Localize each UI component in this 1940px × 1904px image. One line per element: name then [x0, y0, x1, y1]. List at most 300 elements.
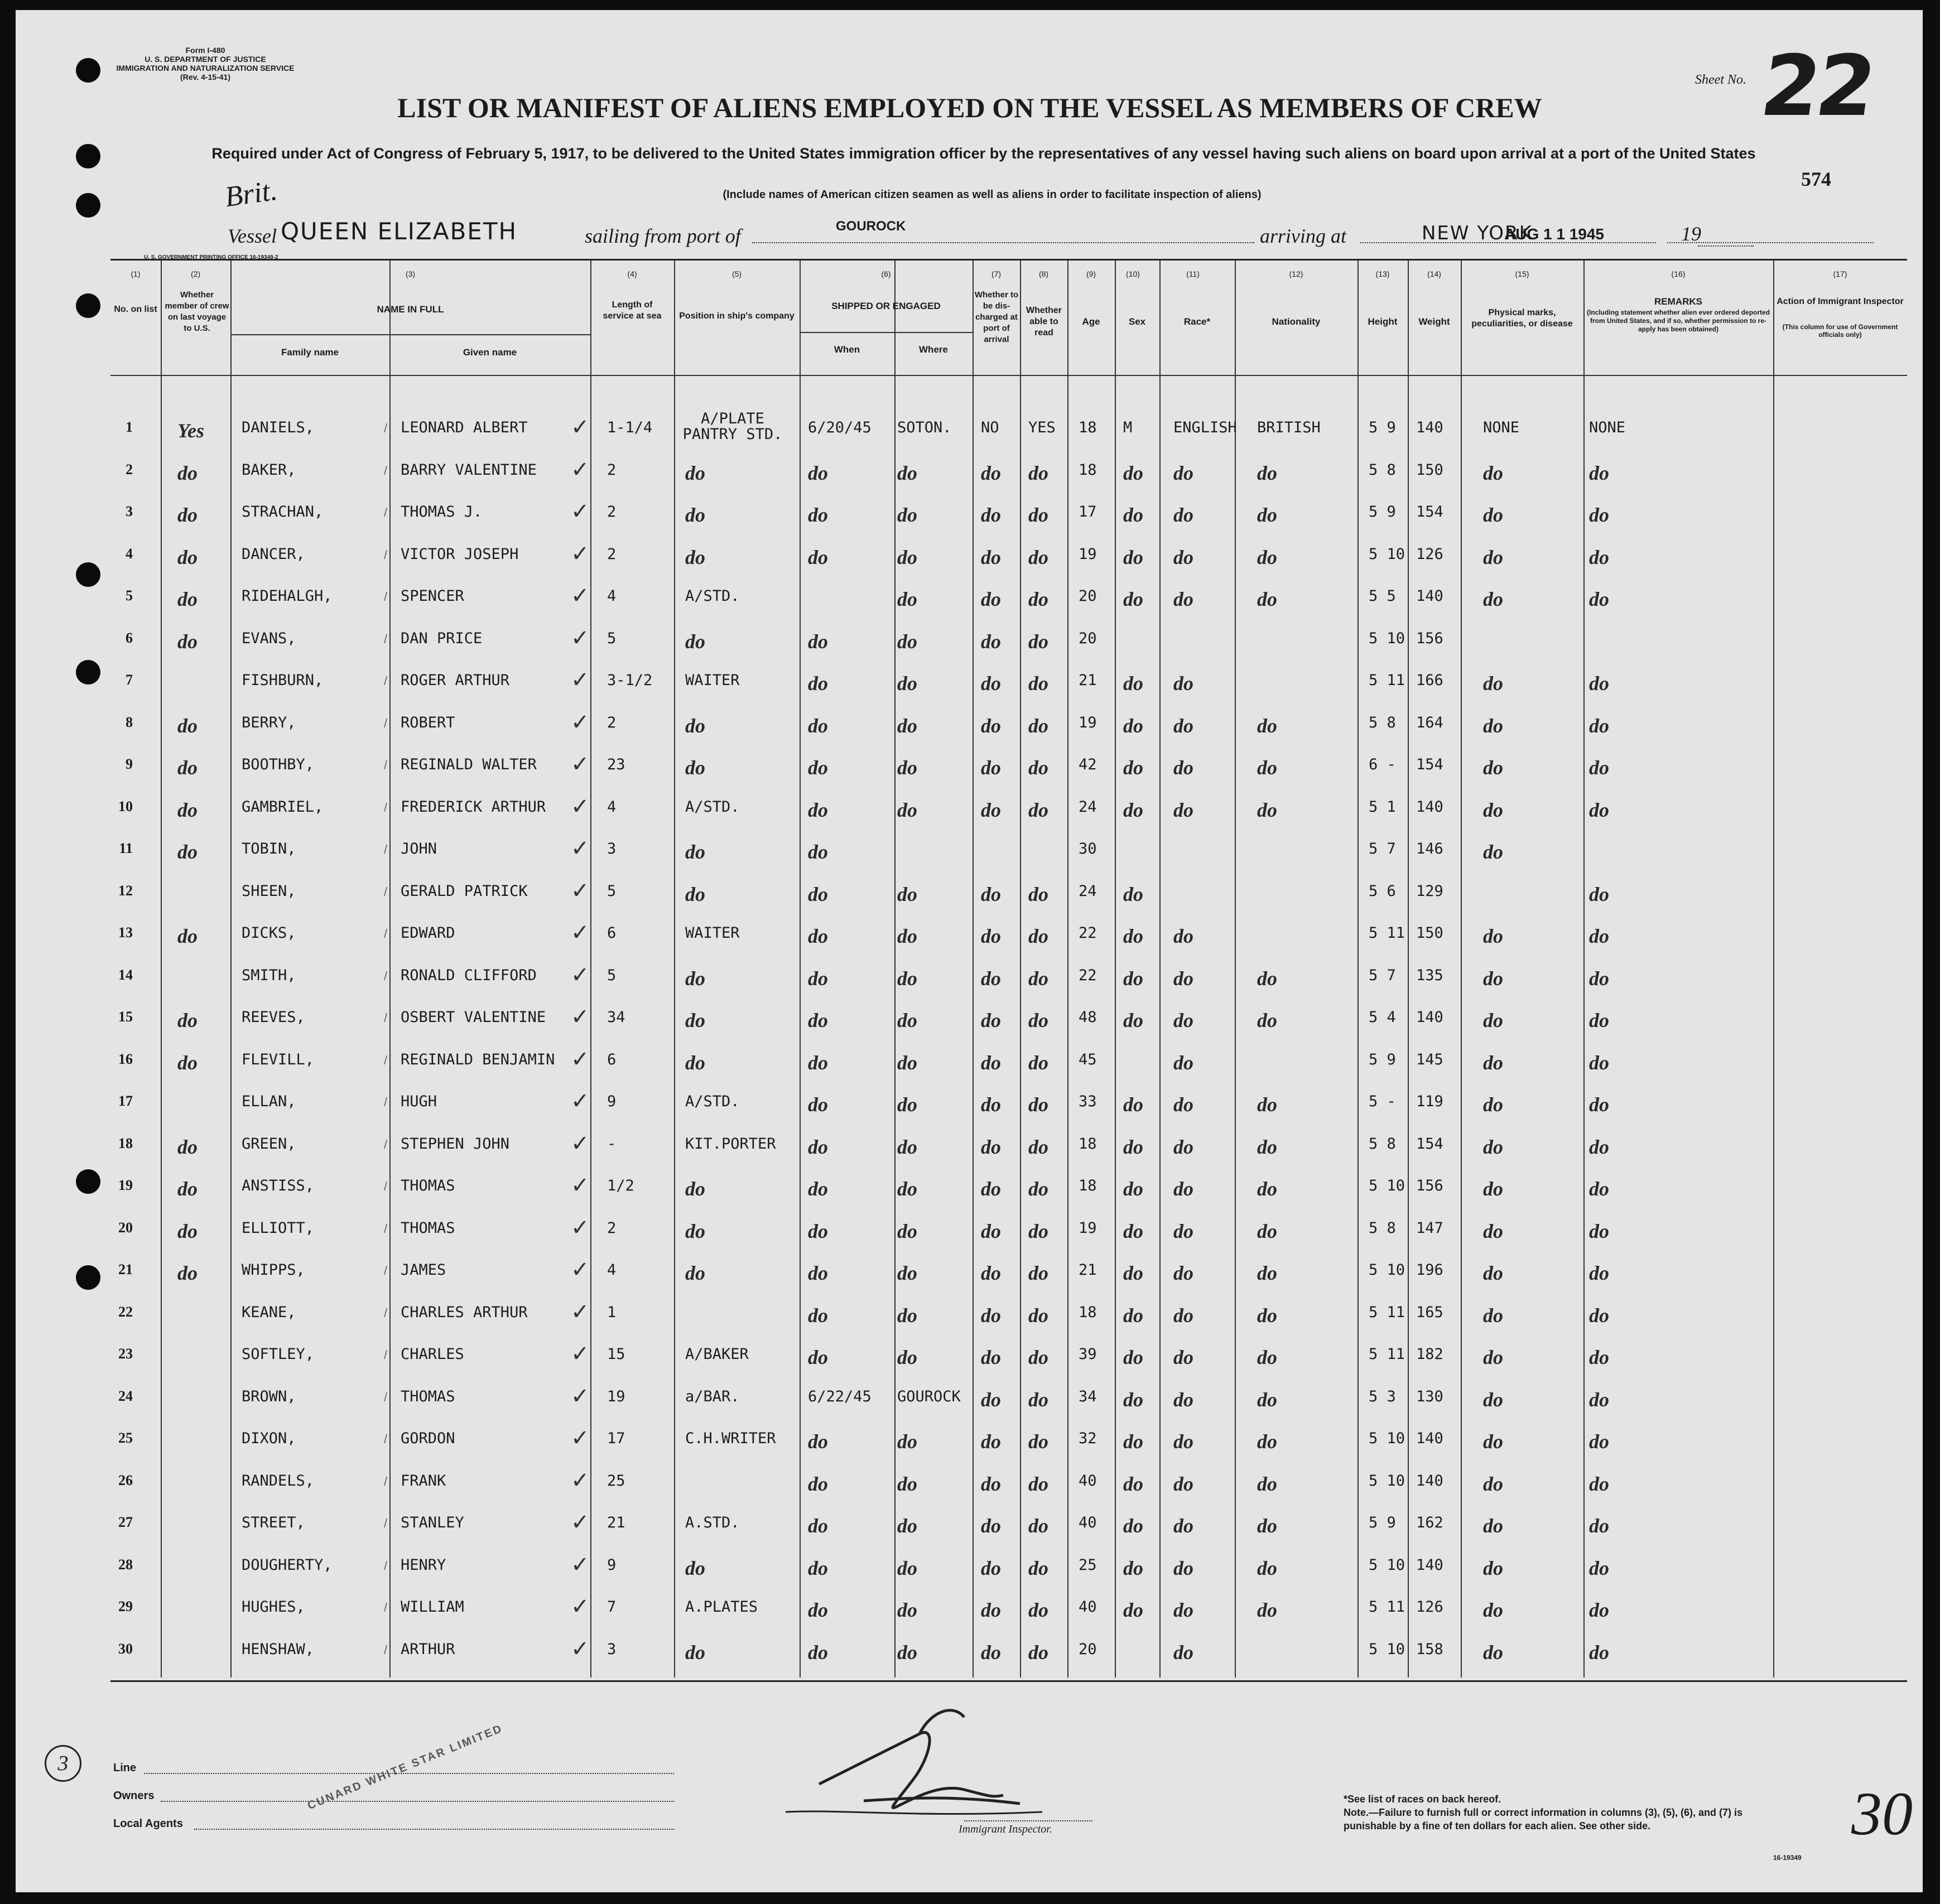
read-cell: do [1028, 588, 1048, 610]
sailing-label: sailing from port of [585, 225, 741, 247]
position-cell: do [685, 967, 705, 990]
column-rule [894, 261, 896, 1678]
read-cell: do [1028, 1051, 1048, 1074]
position-cell: do [685, 630, 705, 653]
where-cell: do [897, 967, 917, 990]
when-cell: do [808, 756, 828, 779]
binder-hole [76, 562, 100, 587]
weight-cell: 196 [1416, 1261, 1443, 1279]
height-cell: 5 11 [1369, 672, 1405, 689]
given-name-cell: CHARLES ARTHUR [401, 1303, 528, 1321]
where-cell: do [897, 546, 917, 568]
when-cell: do [808, 841, 828, 863]
sex-cell: do [1123, 798, 1143, 821]
position-cell: do [685, 461, 705, 484]
weight-cell: 166 [1416, 672, 1443, 689]
check-mark-icon: ✓ [571, 456, 590, 483]
row-number: 20 [118, 1219, 133, 1236]
read-cell: do [1028, 1135, 1048, 1158]
header-nationality: Nationality [1272, 316, 1321, 327]
height-cell: 5 11 [1369, 1303, 1405, 1321]
column-number: (13) [1375, 269, 1390, 278]
position-cell: do [685, 1641, 705, 1664]
vessel-name: QUEEN ELIZABETH [281, 218, 518, 245]
physical-cell: do [1483, 672, 1503, 695]
header-discharged: Whether to be dis- charged at port of arrival [974, 290, 1019, 344]
race-note: *See list of races on back hereof. [1344, 1794, 1501, 1805]
circled-number: 3 [45, 1745, 81, 1782]
height-cell: 5 10 [1369, 1430, 1405, 1447]
check-mark-icon: ✓ [571, 1173, 590, 1198]
row-number: 23 [118, 1346, 133, 1362]
row-number: 22 [118, 1303, 133, 1320]
length-cell: 34 [607, 1009, 625, 1026]
weight-cell: 150 [1416, 461, 1443, 479]
family-name-cell: FISHBURN, [242, 672, 324, 689]
race-cell: do [1173, 925, 1193, 947]
sex-cell: do [1123, 1219, 1143, 1242]
discharged-cell: do [981, 1346, 1001, 1368]
weight-cell: 140 [1416, 1009, 1443, 1026]
row-number: 16 [118, 1050, 133, 1067]
physical-cell: do [1483, 1009, 1503, 1031]
sex-cell: do [1123, 1009, 1143, 1031]
header-rule [110, 375, 1907, 376]
tick-mark: / [384, 1264, 388, 1278]
check-mark-icon: ✓ [571, 1341, 590, 1367]
length-cell: 4 [607, 798, 617, 816]
length-cell: 2 [607, 503, 617, 520]
remarks-cell: do [1589, 461, 1609, 484]
given-name-cell: GERALD PATRICK [401, 882, 528, 900]
tick-mark: / [384, 674, 388, 688]
when-cell: do [808, 1219, 828, 1242]
given-name-cell: REGINALD BENJAMIN [401, 1050, 555, 1068]
binder-hole [76, 144, 100, 168]
length-cell: 3-1/2 [607, 672, 653, 689]
discharged-cell: do [981, 1051, 1001, 1074]
given-name-cell: ARTHUR [401, 1640, 455, 1658]
remarks-cell: do [1589, 967, 1609, 990]
height-cell: 5 10 [1369, 1177, 1405, 1194]
when-cell: do [808, 504, 828, 526]
given-name-cell: WILLIAM [401, 1598, 464, 1616]
length-cell: 3 [607, 1640, 617, 1658]
read-cell: do [1028, 1515, 1048, 1537]
where-cell: do [897, 1346, 917, 1368]
given-name-cell: ROBERT [401, 714, 455, 731]
age-cell: 40 [1079, 1598, 1097, 1616]
length-cell: 2 [607, 714, 617, 731]
race-cell: do [1173, 967, 1193, 990]
footer-notes [1344, 1792, 1790, 1833]
tick-mark: / [384, 547, 388, 562]
physical-cell: NONE [1483, 419, 1520, 436]
row-number: 17 [118, 1093, 133, 1109]
family-name-cell: ELLIOTT, [242, 1219, 315, 1237]
remarks-cell: do [1589, 1093, 1609, 1116]
when-cell: 6/22/45 [808, 1387, 872, 1405]
check-mark-icon: ✓ [571, 625, 590, 651]
age-cell: 39 [1079, 1346, 1097, 1363]
discharged-cell: do [981, 1599, 1001, 1621]
race-cell: do [1173, 1346, 1193, 1368]
where-cell: do [897, 1556, 917, 1579]
prev-voyage-cell: do [177, 1219, 198, 1242]
header-shipped: SHIPPED OR ENGAGED [831, 301, 941, 311]
nationality-cell: do [1257, 798, 1277, 821]
nationality-cell: do [1257, 1262, 1277, 1284]
when-cell: do [808, 1135, 828, 1158]
column-rule [389, 261, 391, 1678]
row-number: 14 [118, 966, 133, 983]
column-number: (8) [1038, 269, 1049, 278]
row-number: 5 [126, 587, 133, 604]
check-mark-icon: ✓ [571, 1425, 590, 1451]
height-cell: 5 8 [1369, 461, 1396, 479]
family-name-cell: SOFTLEY, [242, 1346, 315, 1363]
height-cell: 5 9 [1369, 1514, 1396, 1531]
family-name-cell: TOBIN, [242, 840, 296, 857]
length-cell: 21 [607, 1514, 625, 1531]
race-cell: do [1173, 756, 1193, 779]
form-identifier [99, 46, 311, 81]
length-cell: 9 [607, 1556, 617, 1574]
prev-voyage-cell: do [177, 1009, 198, 1031]
column-number: (5) [731, 269, 742, 278]
header-remarks: REMARKS [1654, 296, 1702, 307]
when-cell: do [808, 546, 828, 568]
prev-voyage-cell: do [177, 461, 198, 484]
age-cell: 21 [1079, 1261, 1097, 1279]
header-given-name: Given name [463, 347, 517, 358]
include-note: (Include names of American citizen seamen as well as aliens in order to facilitate inspection of aliens) [723, 189, 1262, 201]
column-rule [590, 261, 591, 1678]
when-cell: do [808, 1346, 828, 1368]
nationality-cell: do [1257, 1178, 1277, 1200]
port-from: GOUROCK [836, 219, 906, 234]
agents-label: Local Agents [113, 1818, 183, 1830]
tick-mark: / [384, 1221, 388, 1236]
height-cell: 6 - [1369, 756, 1396, 773]
column-number: (14) [1427, 269, 1441, 278]
position-cell: do [685, 1178, 705, 1200]
race-cell: do [1173, 1641, 1193, 1664]
when-cell: do [808, 798, 828, 821]
where-cell: do [897, 1262, 917, 1284]
age-cell: 30 [1079, 840, 1097, 857]
family-name-cell: BAKER, [242, 461, 296, 479]
position-cell: do [685, 546, 705, 568]
tick-mark: / [384, 758, 388, 772]
position-cell: WAITER [685, 924, 740, 942]
binder-hole [76, 1265, 100, 1290]
discharged-cell: do [981, 1556, 1001, 1579]
binder-hole [76, 1169, 100, 1194]
remarks-cell: do [1589, 1515, 1609, 1537]
family-name-cell: DICKS, [242, 924, 296, 942]
read-cell: do [1028, 504, 1048, 526]
read-cell: do [1028, 714, 1048, 737]
sex-cell: M [1123, 419, 1133, 436]
where-cell: do [897, 798, 917, 821]
tick-mark: / [384, 716, 388, 730]
column-rule [1583, 261, 1585, 1678]
position-cell: do [685, 1556, 705, 1579]
height-cell: 5 6 [1369, 882, 1396, 900]
tick-mark: / [384, 1516, 388, 1530]
where-cell: do [897, 1135, 917, 1158]
row-number: 15 [118, 1009, 133, 1025]
discharged-cell: do [981, 1093, 1001, 1116]
row-number: 11 [119, 840, 133, 856]
height-cell: 5 8 [1369, 714, 1396, 731]
given-name-cell: HENRY [401, 1556, 446, 1574]
tick-mark: / [384, 1179, 388, 1193]
family-name-cell: HENSHAW, [242, 1640, 315, 1658]
weight-cell: 156 [1416, 629, 1443, 647]
height-cell: 5 8 [1369, 1219, 1396, 1237]
race-cell: do [1173, 1135, 1193, 1158]
when-cell: do [808, 1556, 828, 1579]
length-cell: 1 [607, 1303, 617, 1321]
weight-cell: 147 [1416, 1219, 1443, 1237]
nationality-cell: do [1257, 1472, 1277, 1495]
header-length-service: Length of service at sea [603, 300, 662, 321]
age-cell: 20 [1079, 587, 1097, 605]
weight-cell: 165 [1416, 1303, 1443, 1321]
race-cell: do [1173, 1009, 1193, 1031]
remarks-cell: do [1589, 1135, 1609, 1158]
given-name-cell: LEONARD ALBERT [401, 419, 528, 436]
vessel-label: Vessel [228, 225, 277, 247]
length-cell: 6 [607, 1050, 617, 1068]
remarks-cell: do [1589, 588, 1609, 610]
height-cell: 5 9 [1369, 1050, 1396, 1068]
height-cell: 5 1 [1369, 798, 1396, 816]
age-cell: 22 [1079, 966, 1097, 984]
height-cell: 5 7 [1369, 966, 1396, 984]
when-cell: do [808, 1178, 828, 1200]
prev-voyage-cell: do [177, 1051, 198, 1074]
age-cell: 24 [1079, 798, 1097, 816]
nationality-cell: do [1257, 1135, 1277, 1158]
length-cell: 7 [607, 1598, 617, 1616]
given-name-cell: REGINALD WALTER [401, 756, 537, 773]
length-cell: 6 [607, 924, 617, 942]
length-cell: 2 [607, 1219, 617, 1237]
length-cell: 5 [607, 882, 617, 900]
height-cell: 5 7 [1369, 840, 1396, 857]
family-name-cell: GAMBRIEL, [242, 798, 324, 816]
page-title: LIST OR MANIFEST OF ALIENS EMPLOYED ON THE VESSEL AS MEMBERS OF CREW [397, 92, 1542, 123]
length-cell: 19 [607, 1387, 625, 1405]
where-cell: do [897, 504, 917, 526]
length-cell: - [607, 1135, 617, 1153]
physical-cell: do [1483, 1304, 1503, 1327]
tick-mark: / [384, 463, 388, 478]
nationality-cell: do [1257, 1304, 1277, 1327]
discharged-cell: do [981, 1262, 1001, 1284]
discharged-cell: do [981, 1304, 1001, 1327]
height-cell: 5 5 [1369, 587, 1396, 605]
age-cell: 20 [1079, 1640, 1097, 1658]
shipped-subheader-rule [800, 332, 973, 333]
penalty-note: Note.—Failure to furnish full or correct information in columns (3), (5), (6), and (7) is punishable by a fine of ten dollars for each alien. See other side. [1344, 1807, 1743, 1831]
age-cell: 18 [1079, 1135, 1097, 1153]
discharged-cell: do [981, 925, 1001, 947]
remarks-cell: do [1589, 1009, 1609, 1031]
weight-cell: 126 [1416, 1598, 1443, 1616]
race-cell: do [1173, 461, 1193, 484]
position-cell: A/PLATE PANTRY STD. [682, 410, 783, 443]
age-cell: 18 [1079, 1177, 1097, 1194]
check-mark-icon: ✓ [571, 1046, 590, 1072]
remarks-cell: do [1589, 798, 1609, 821]
age-cell: 18 [1079, 419, 1097, 436]
check-mark-icon: ✓ [571, 920, 590, 946]
physical-cell: do [1483, 714, 1503, 737]
when-cell: do [808, 672, 828, 695]
weight-cell: 140 [1416, 1430, 1443, 1447]
read-cell: do [1028, 1178, 1048, 1200]
position-cell: do [685, 1219, 705, 1242]
discharged-cell: do [981, 1472, 1001, 1495]
header-remarks-sub: (Including statement whether alien ever ordered deported from United States, and if so, whether permission to re-apply has been obtained) [1586, 309, 1770, 333]
read-cell: do [1028, 461, 1048, 484]
position-cell: A/STD. [685, 798, 740, 816]
crew-table [110, 259, 1907, 1691]
length-cell: 9 [607, 1093, 617, 1110]
read-cell: do [1028, 1304, 1048, 1327]
read-cell: do [1028, 1472, 1048, 1495]
inspector-label: Immigrant Inspector. [959, 1823, 1052, 1835]
read-cell: do [1028, 1599, 1048, 1621]
column-number: (17) [1833, 269, 1847, 278]
sex-cell: do [1123, 1135, 1143, 1158]
when-cell: do [808, 630, 828, 653]
check-mark-icon: ✓ [571, 1594, 590, 1619]
row-number: 18 [118, 1135, 133, 1151]
race-cell: do [1173, 1304, 1193, 1327]
where-cell: do [897, 756, 917, 779]
prev-voyage-cell: do [177, 630, 198, 653]
given-name-cell: FRANK [401, 1472, 446, 1490]
tick-mark: / [384, 1390, 388, 1404]
family-name-cell: BOOTHBY, [242, 756, 315, 773]
where-cell: do [897, 1219, 917, 1242]
sex-cell: do [1123, 925, 1143, 947]
header-weight: Weight [1418, 316, 1450, 327]
column-rule [1159, 261, 1161, 1678]
read-cell: do [1028, 1388, 1048, 1411]
family-name-cell: DANIELS, [242, 419, 315, 436]
line-label: Line [113, 1762, 137, 1774]
prev-voyage-cell: do [177, 546, 198, 568]
height-cell: 5 10 [1369, 545, 1405, 563]
check-mark-icon: ✓ [571, 1383, 590, 1409]
race-cell: do [1173, 1556, 1193, 1579]
sheet-number: 22 [1755, 38, 1879, 135]
physical-cell: do [1483, 1556, 1503, 1579]
column-number: (12) [1289, 269, 1303, 278]
family-name-cell: SMITH, [242, 966, 296, 984]
header-action-sub: (This column for use of Government officials only) [1782, 323, 1898, 339]
weight-cell: 146 [1416, 840, 1443, 857]
sex-cell: do [1123, 756, 1143, 779]
when-cell: do [808, 1009, 828, 1031]
prev-voyage-cell: do [177, 714, 198, 737]
remarks-cell: do [1589, 1472, 1609, 1495]
where-cell: do [897, 1641, 917, 1664]
prev-voyage-cell: Yes [177, 420, 204, 442]
nationality-cell: do [1257, 461, 1277, 484]
column-rule [1067, 261, 1068, 1678]
sex-cell: do [1123, 588, 1143, 610]
race-cell: do [1173, 672, 1193, 695]
given-name-cell: JAMES [401, 1261, 446, 1279]
age-cell: 21 [1079, 672, 1097, 689]
row-number: 3 [126, 503, 133, 519]
check-mark-icon: ✓ [571, 583, 590, 609]
prev-voyage-cell: do [177, 756, 198, 779]
sex-cell: do [1123, 967, 1143, 990]
check-mark-icon: ✓ [571, 1636, 590, 1662]
weight-cell: 154 [1416, 503, 1443, 520]
column-number: (6) [881, 269, 891, 278]
when-cell: 6/20/45 [808, 419, 872, 436]
physical-cell: do [1483, 1599, 1503, 1621]
row-number: 7 [126, 672, 133, 688]
race-cell: ENGLISH [1173, 419, 1237, 436]
age-cell: 19 [1079, 714, 1097, 731]
read-cell: do [1028, 1346, 1048, 1368]
read-cell: do [1028, 1430, 1048, 1453]
tick-mark: / [384, 1305, 388, 1320]
length-cell: 4 [607, 587, 617, 605]
age-cell: 45 [1079, 1050, 1097, 1068]
owners-field [161, 1801, 674, 1802]
age-cell: 33 [1079, 1093, 1097, 1110]
column-rule [973, 261, 974, 1678]
act-statement: Required under Act of Congress of February 5, 1917, to be delivered to the United States immigration officer by the representatives of any vessel having such aliens on board upon arrival at a port of the United States [211, 145, 1756, 162]
read-cell: do [1028, 1009, 1048, 1031]
race-cell: do [1173, 1051, 1193, 1074]
family-name-cell: RANDELS, [242, 1472, 315, 1490]
column-number: (10) [1126, 269, 1140, 278]
where-cell: SOTON. [897, 419, 952, 436]
given-name-cell: THOMAS [401, 1387, 455, 1405]
discharged-cell: do [981, 630, 1001, 653]
height-cell: 5 10 [1369, 629, 1405, 647]
physical-cell: do [1483, 1472, 1503, 1495]
check-mark-icon: ✓ [571, 962, 590, 988]
position-cell: KIT.PORTER [685, 1135, 776, 1153]
row-number: 30 [118, 1640, 133, 1657]
physical-cell: do [1483, 798, 1503, 821]
remarks-cell: do [1589, 1346, 1609, 1368]
given-name-cell: VICTOR JOSEPH [401, 545, 519, 563]
age-cell: 22 [1079, 924, 1097, 942]
given-name-cell: STEPHEN JOHN [401, 1135, 510, 1153]
where-cell: do [897, 925, 917, 947]
discharged-cell: do [981, 546, 1001, 568]
physical-cell: do [1483, 1093, 1503, 1116]
race-cell: do [1173, 714, 1193, 737]
when-cell: do [808, 714, 828, 737]
nationality-cell: do [1257, 546, 1277, 568]
position-cell: a/BAR. [685, 1387, 740, 1405]
